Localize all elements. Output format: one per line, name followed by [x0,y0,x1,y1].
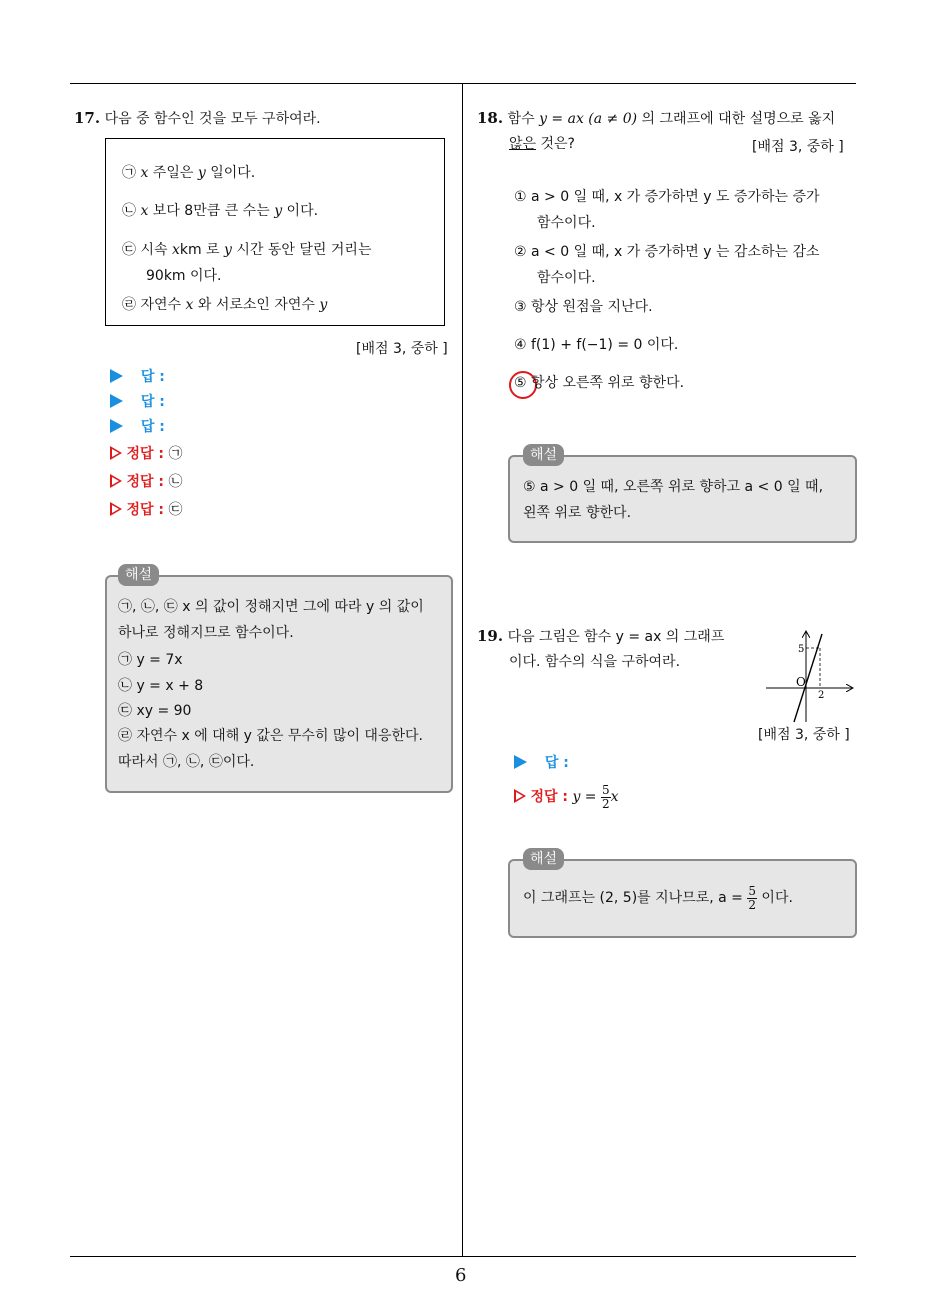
q17-item-2: ㉡ x 보다 8만큼 큰 수는 y 이다. [122,203,319,219]
q17-explain-line: ㉠, ㉡, ㉢ x 의 값이 정해지면 그에 따라 y 의 값이 [118,599,424,615]
x-tick-label: 2 [818,690,825,701]
q18-explain-line: 왼쪽 위로 향한다. [523,505,632,521]
q17-answer-1: 답 : [110,367,165,387]
outline-play-icon [110,502,122,516]
q18-header: 18. 함수 y = ax (a ≠ 0) 의 그래프에 대한 설명으로 옳지 [477,109,836,127]
play-icon [514,755,527,769]
outline-play-icon [110,474,122,488]
fraction: $\frac{5}{2}$ [748,883,756,912]
bottom-rule [70,1256,856,1257]
q17-item-3-cont: 90km 이다. [146,268,222,284]
y-tick-label: 5 [798,644,805,655]
q18-explanation-box [508,455,857,543]
q18-explain-line: ⑤ a > 0 일 때, 오른쪽 위로 향하고 a < 0 일 때, [523,479,824,495]
top-rule [70,83,856,84]
q17-header [74,108,321,129]
q18-choice-1-cont: 함수이다. [537,215,596,231]
outline-play-icon [514,789,526,803]
q17-explanation-tag: 해설 [118,564,159,586]
origin-label: O [796,675,806,689]
q17-correct-2: 정답 : ㉡ [110,472,182,492]
outline-play-icon [110,446,122,460]
q17-answer-3: 답 : [110,417,165,437]
q18-score: [배점 3, 중하 ] [752,139,844,155]
q18-choice-4: ④ f(1) + f(−1) = 0 이다. [514,337,679,353]
column-divider [462,83,463,1257]
q17-answer-2: 답 : [110,392,165,412]
q17-explain-line: ㉠ y = 7x [118,652,183,668]
q19-correct: 정답 : y = $\frac{5}{2}$ x [514,783,619,811]
play-icon [110,394,123,408]
q19-explain-line: 이 그래프는 (2, 5)를 지나므로, a = $\frac{5}{2}$ 이다. [523,883,793,912]
q19-header-cont: 이다. 함수의 식을 구하여라. [509,654,681,670]
q18-explanation-tag: 해설 [523,444,564,466]
q17-number: 17. [74,109,101,127]
q18-choice-3: ③ 항상 원점을 지난다. [514,299,653,315]
q19-answer: 답 : [514,753,569,773]
q17-item-1: ㉠ x 주일은 y 일이다. [122,165,256,181]
q17-explain-line: ㉡ y = x + 8 [118,678,204,694]
page-number: 6 [455,1265,467,1286]
q18-choice-2-cont: 함수이다. [537,270,596,286]
q17-explain-line: 따라서 ㉠, ㉡, ㉢이다. [118,754,255,770]
play-icon [110,369,123,383]
q18-choice-1: ① a > 0 일 때, x 가 증가하면 y 도 증가하는 증가 [514,189,820,205]
q17-question: 다음 중 함수인 것을 모두 구하여라. [104,111,321,127]
q18-header-cont: 않은 것은? [509,136,575,152]
q17-explain-line: ㉣ 자연수 x 에 대해 y 값은 무수히 많이 대응한다. [118,728,423,744]
q17-correct-3: 정답 : ㉢ [110,500,182,520]
fraction: $\frac{5}{2}$ [601,782,610,811]
q19-explanation-tag: 해설 [523,848,564,870]
q19-header: 19. 다음 그림은 함수 y = ax 의 그래프 [477,627,725,645]
q17-explain-line: 하나로 정해지므로 함수이다. [118,625,294,641]
q17-correct-1: 정답 : ㉠ [110,444,182,464]
q17-score: [배점 3, 중하 ] [356,341,448,357]
q18-choice-2: ② a < 0 일 때, x 가 증가하면 y 는 감소하는 감소 [514,244,820,260]
q17-item-4: ㉣ 자연수 x 와 서로소인 자연수 y [122,297,328,313]
q19-score: [배점 3, 중하 ] [758,727,850,743]
q17-explain-line: ㉢ xy = 90 [118,703,192,719]
q19-number: 19. [477,627,504,645]
q18-number: 18. [477,109,504,127]
q18-choice-5: ⑤ 항상 오른쪽 위로 향한다. [514,375,685,391]
play-icon [110,419,123,433]
q17-item-3: ㉢ 시속 xkm 로 y 시간 동안 달린 거리는 [122,242,372,258]
q19-graph [762,628,856,724]
